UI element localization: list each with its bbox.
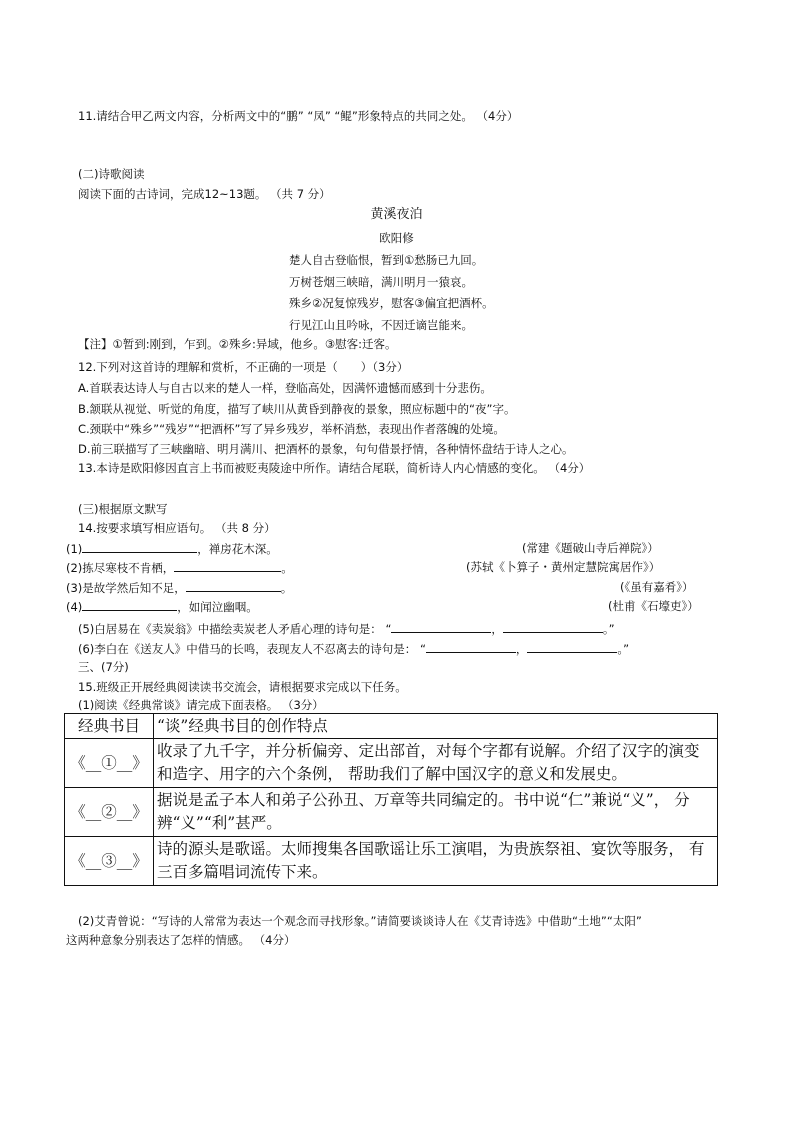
question-15-2-line-1: (2)艾青曾说：“写诗的人常常为表达一个观念而寻找形象。”请简要谈谈诗人在《艾青诗选》中借助“土地”“太阳” (78, 914, 642, 928)
dictation-blank-1[interactable] (82, 540, 197, 553)
question-13: 13.本诗是欧阳修因直言上书而被贬夷陵途中所作。请结合尾联，简析诗人内心情感的变化。 （4分） (78, 461, 591, 475)
table-cell-book-3[interactable]: 《__③__》 (65, 837, 154, 886)
dictation-item-6 (78, 640, 629, 657)
dictation-source-3: (《虽有嘉肴》） (620, 580, 694, 594)
poem-author: 欧阳修 (379, 231, 414, 245)
table-cell-desc-2: 据说是孟子本人和弟子公孙丑、万章等共同编定的。书中说“仁”兼说“义”， 分辨“义”“利”甚严。 (154, 788, 718, 837)
table-cell-desc-1: 收录了九千字，并分析偏旁、定出部首，对每个字都有说解。介绍了汉字的演变和造字、用字的六个条例， 帮助我们了解中国汉字的意义和发展史。 (154, 739, 718, 788)
dictation-item-3-suffix: 。 (280, 581, 293, 595)
dictation-item-4-suffix: ，如闻泣幽咽。 (177, 600, 258, 614)
table-header-row (65, 714, 718, 739)
dictation-item-6-end: 。” (617, 642, 630, 656)
dictation-item-3 (66, 579, 292, 596)
dictation-item-5-comma: ， (491, 622, 503, 636)
dictation-item-2-prefix: (2)拣尽寒枝不肯栖， (66, 561, 175, 575)
dictation-source-1: (常建《题破山寺后禅院》） (522, 541, 659, 555)
dictation-item-5-end: 。” (602, 622, 615, 636)
table-header-book: 经典书目 (65, 714, 154, 739)
table-cell-desc-3: 诗的源头是歌谣。太师搜集各国歌谣让乐工演唱，为贵族祭祖、宴饮等服务， 有三百多篇唱词流传下来。 (154, 837, 718, 886)
question-12-option-a: A.首联表达诗人与自古以来的楚人一样，登临高处，因满怀遗憾而感到十分悲伤。 (78, 381, 492, 395)
dictation-item-1-prefix: (1) (66, 542, 83, 556)
table-cell-book-2[interactable]: 《__②__》 (65, 788, 154, 837)
dictation-item-1 (66, 540, 278, 557)
question-12: 12.下列对这首诗的理解和赏析，不正确的一项是（ ）（3分） (78, 360, 409, 374)
poem-note: 【注】①暂到:刚到，乍到。②殊乡:异域，他乡。③慰客:迁客。 (78, 337, 397, 351)
question-12-option-b: B.颔联从视觉、听觉的角度，描写了峡川从黄昏到静夜的景象，照应标题中的“夜”字。 (78, 402, 516, 416)
question-11: 11.请结合甲乙两文内容，分析两文中的“鹏” “凤” “鲲”形象特点的共同之处。 （4分） (78, 109, 519, 123)
dictation-blank-4[interactable] (82, 598, 177, 611)
poem-line-2: 万树苍烟三峡暗，满川明月一猿哀。 (289, 275, 473, 289)
table-cell-book-1[interactable]: 《__①__》 (65, 739, 154, 788)
table-row (65, 788, 718, 837)
classics-table (64, 713, 718, 886)
dictation-source-4: (杜甫《石壕吏》） (608, 599, 699, 613)
dictation-item-3-prefix: (3)是故学然后知不足， (66, 581, 186, 595)
table-row (65, 837, 718, 886)
dictation-item-5 (78, 620, 615, 637)
poetry-intro: 阅读下面的古诗词，完成12~13题。 （共 7 分） (78, 187, 331, 201)
question-12-option-c: C.颈联中“殊乡”“残岁”“把酒杯”写了异乡残岁，举杯消愁，表现出作者落魄的处境。 (78, 422, 505, 436)
section-three-title: 三、(7分) (78, 660, 129, 674)
dictation-item-2 (66, 559, 293, 576)
dictation-blank-5b[interactable] (503, 620, 603, 633)
poem-line-1: 楚人自古登临恨，暂到①愁肠已九回。 (289, 253, 484, 267)
dictation-item-4 (66, 598, 258, 615)
dictation-blank-3[interactable] (186, 579, 281, 592)
question-12-option-d: D.前三联描写了三峡幽暗、明月满川、把酒杯的景象，句句借景抒情，各种情怀盘结于诗人之心。 (78, 442, 574, 456)
section-dictation-title: (三)根据原文默写 (78, 502, 168, 516)
poem-title: 黄溪夜泊 (370, 207, 423, 222)
dictation-source-2: (苏轼《卜算子・黄州定慧院寓居作》） (466, 560, 661, 574)
dictation-item-4-prefix: (4) (66, 600, 83, 614)
table-header-feature: “谈”经典书目的创作特点 (154, 714, 718, 739)
dictation-item-6-comma: ， (515, 642, 528, 656)
dictation-blank-6a[interactable] (426, 640, 516, 653)
table-row (65, 739, 718, 788)
question-15: 15.班级正开展经典阅读读书交流会，请根据要求完成以下任务。 (78, 680, 407, 694)
question-15-1: (1)阅读《经典常谈》请完成下面表格。 （3分） (78, 698, 324, 712)
poem-line-3: 殊乡②况复惊残岁，慰客③偏宜把酒杯。 (289, 296, 494, 310)
dictation-item-6-text: (6)李白在《送友人》中借马的长鸣，表现友人不忍离去的诗句是： “ (78, 642, 426, 656)
question-15-2-line-2: 这两种意象分别表达了怎样的情感。 （4分） (66, 933, 296, 947)
question-14: 14.按要求填写相应语句。 （共 8 分） (78, 521, 276, 535)
dictation-item-1-suffix: ，禅房花木深。 (197, 542, 278, 556)
dictation-blank-5a[interactable] (391, 620, 491, 633)
poem-line-4: 行见江山且吟咏，不因迁谪岂能来。 (289, 318, 473, 332)
dictation-blank-2[interactable] (174, 559, 281, 572)
dictation-item-2-suffix: 。 (281, 561, 293, 575)
dictation-blank-6b[interactable] (527, 640, 617, 653)
dictation-item-5-text: (5)白居易在《卖炭翁》中描绘卖炭老人矛盾心理的诗句是： “ (78, 622, 392, 636)
section-poetry-title: (二)诗歌阅读 (78, 167, 145, 181)
